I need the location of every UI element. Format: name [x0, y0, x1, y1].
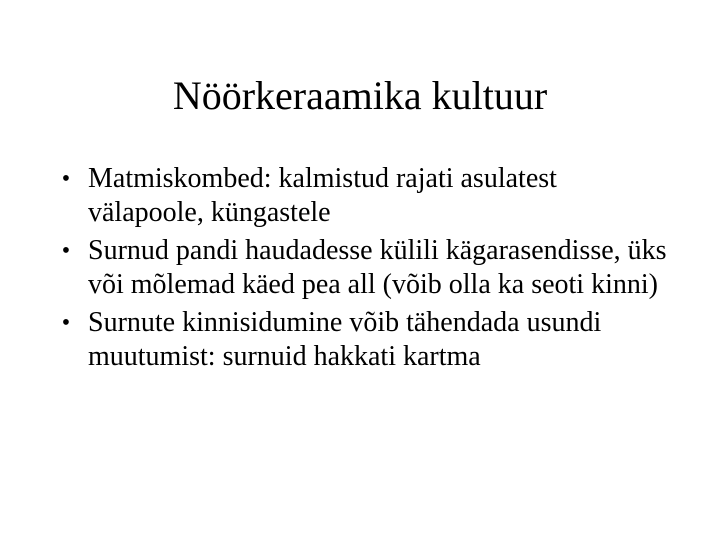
bullet-marker: •	[61, 238, 71, 264]
slide-title: Nöörkeraamika kultuur	[172, 73, 548, 118]
bullet-text: Surnud pandi haudadesse külili kägarasendisse, üks või mõlemad käed pea all (võib olla ka seoti kinni)	[88, 235, 667, 300]
bullet-item	[56, 306, 676, 374]
bullet-text: Surnute kinnisidumine võib tähendada usundi muutumist: surnuid hakkati kartma	[88, 307, 602, 372]
bullet-marker: •	[61, 166, 71, 192]
bullet-list	[56, 162, 676, 378]
bullet-item	[56, 162, 676, 230]
bullet-item	[56, 234, 676, 302]
bullet-marker: •	[61, 310, 71, 336]
bullet-text: Matmiskombed: kalmistud rajati asulatest välapoole, küngastele	[88, 163, 557, 228]
